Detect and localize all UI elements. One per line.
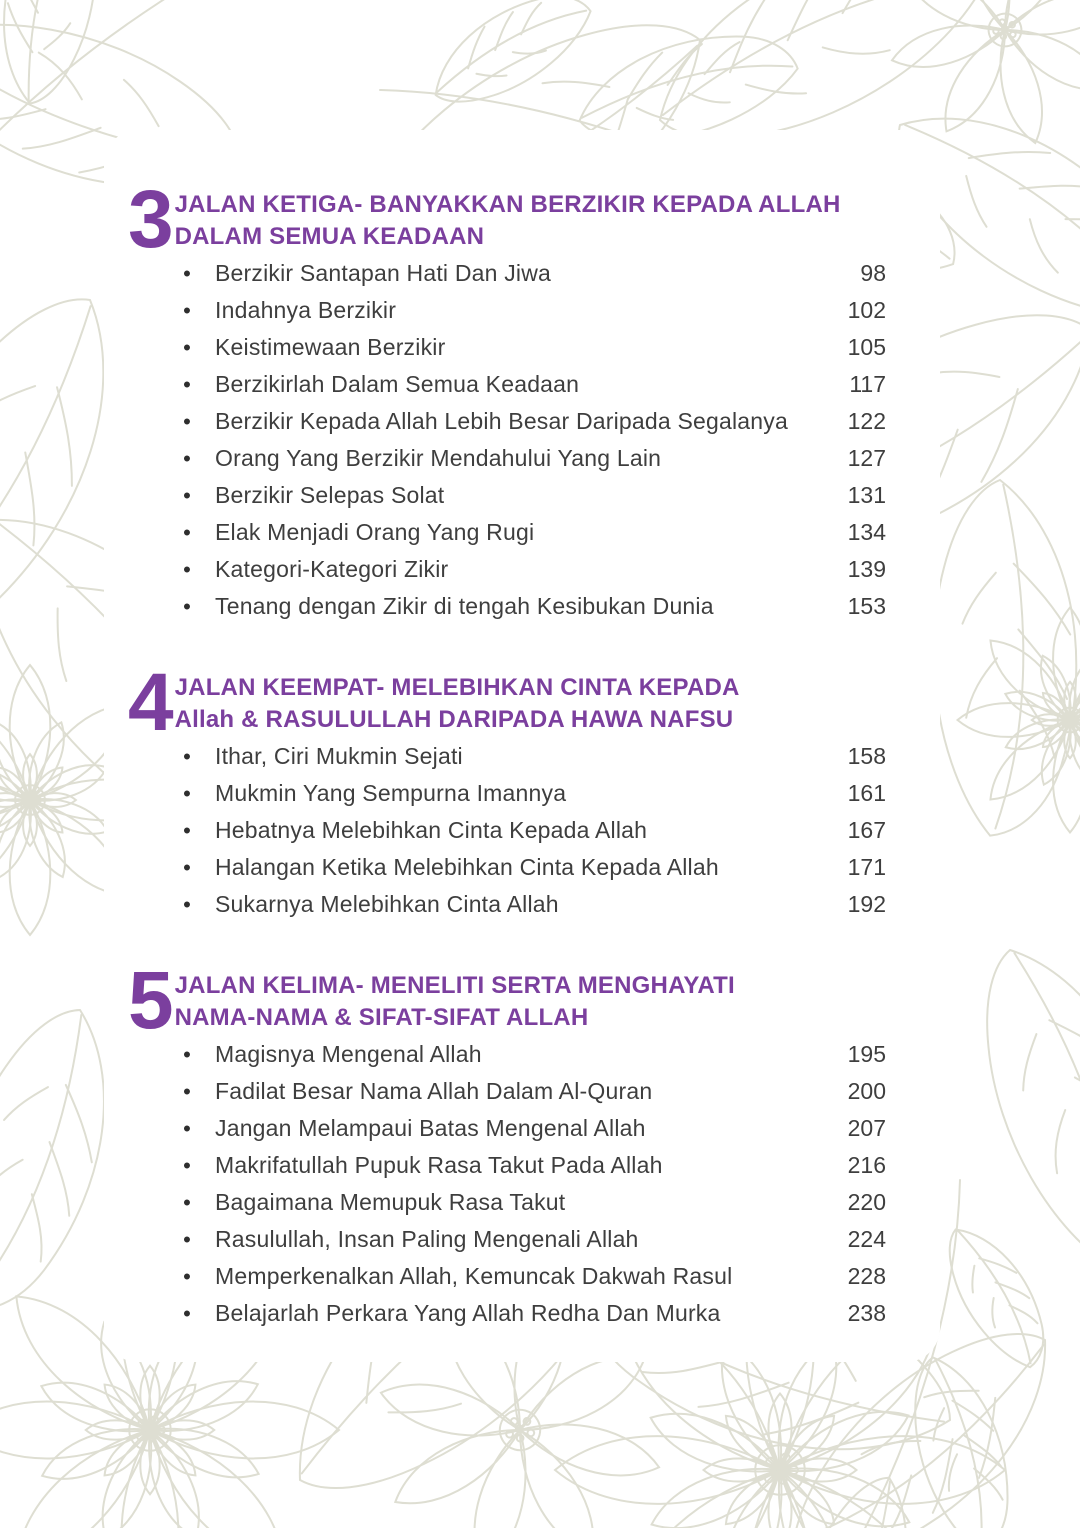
toc-item-title: Keistimewaan Berzikir: [215, 334, 446, 360]
toc-item-title: Magisnya Mengenal Allah: [215, 1041, 482, 1067]
section-title-line-1: JALAN KELIMA- MENELITI SERTA MENGHAYATI: [174, 972, 735, 999]
section-number: 3: [128, 174, 172, 265]
toc-item-title: Elak Menjadi Orang Yang Rugi: [215, 519, 535, 545]
toc-item: [180, 477, 886, 514]
bullet-icon: •: [183, 1152, 191, 1178]
bullet-icon: •: [183, 593, 191, 619]
toc-item-title: Rasulullah, Insan Paling Mengenali Allah: [215, 1226, 639, 1252]
toc-list: [128, 738, 886, 923]
toc-item: [180, 403, 886, 440]
bullet-icon: •: [183, 371, 191, 397]
bullet-icon: •: [183, 817, 191, 843]
bullet-icon: •: [183, 743, 191, 769]
toc-item-page: 195: [847, 1041, 886, 1067]
toc-item: [180, 886, 886, 923]
toc-item: [180, 775, 886, 812]
bullet-icon: •: [183, 891, 191, 917]
section-title-line-2: DALAM SEMUA KEADAAN: [174, 223, 485, 250]
toc-list: [128, 255, 886, 625]
toc-item-title: Fadilat Besar Nama Allah Dalam Al-Quran: [215, 1078, 653, 1104]
bullet-icon: •: [183, 1226, 191, 1252]
toc-item: [180, 255, 886, 292]
toc-item-title: Hebatnya Melebihkan Cinta Kepada Allah: [215, 817, 648, 843]
toc-item-page: 228: [847, 1263, 886, 1289]
section-number: 5: [128, 955, 172, 1046]
toc-item-page: 161: [847, 780, 886, 806]
bullet-icon: •: [183, 1078, 191, 1104]
toc-item-title: Ithar, Ciri Mukmin Sejati: [215, 743, 463, 769]
section-header: [128, 174, 886, 265]
toc-item-page: 171: [847, 854, 886, 880]
toc-item: [180, 588, 886, 625]
toc-item-page: 131: [847, 482, 886, 508]
bullet-icon: •: [183, 408, 191, 434]
bullet-icon: •: [183, 854, 191, 880]
bullet-icon: •: [183, 1263, 191, 1289]
bullet-icon: •: [183, 780, 191, 806]
bullet-icon: •: [183, 334, 191, 360]
bullet-icon: •: [183, 260, 191, 286]
toc-item-title: Belajarlah Perkara Yang Allah Redha Dan Murka: [215, 1300, 721, 1326]
toc-item: [180, 366, 886, 403]
bullet-icon: •: [183, 1300, 191, 1326]
toc-item: [180, 1036, 886, 1073]
toc-list: [128, 1036, 886, 1332]
toc-sections: [128, 174, 886, 1332]
toc-item-page: 207: [847, 1115, 886, 1141]
toc-item-page: 122: [847, 408, 886, 434]
toc-item: [180, 1184, 886, 1221]
toc-item: [180, 292, 886, 329]
toc-item-title: Berzikirlah Dalam Semua Keadaan: [215, 371, 580, 397]
section-title: [175, 671, 886, 736]
toc-item-title: Memperkenalkan Allah, Kemuncak Dakwah Rasul: [215, 1263, 733, 1289]
toc-item-title: Sukarnya Melebihkan Cinta Allah: [215, 891, 559, 917]
toc-item-page: 167: [847, 817, 886, 843]
bullet-icon: •: [183, 297, 191, 323]
toc-item-page: 220: [847, 1189, 886, 1215]
section-header: [128, 955, 886, 1046]
toc-section: [128, 955, 886, 1332]
bullet-icon: •: [183, 1189, 191, 1215]
toc-item-title: Bagaimana Memupuk Rasa Takut: [215, 1189, 566, 1215]
toc-item: [180, 1073, 886, 1110]
toc-item: [180, 1258, 886, 1295]
toc-item-title: Berzikir Selepas Solat: [215, 482, 445, 508]
section-title: [175, 188, 886, 253]
section-title-line-1: JALAN KETIGA- BANYAKKAN BERZIKIR KEPADA ALLAH: [174, 191, 841, 218]
section-title-line-2: Allah & RASULULLAH DARIPADA HAWA NAFSU: [174, 706, 734, 733]
toc-item-page: 134: [847, 519, 886, 545]
toc-item: [180, 812, 886, 849]
toc-item-page: 102: [847, 297, 886, 323]
toc-item: [180, 1147, 886, 1184]
toc-item: [180, 329, 886, 366]
toc-item: [180, 1221, 886, 1258]
toc-item-page: 139: [847, 556, 886, 582]
toc-item: [180, 551, 886, 588]
bullet-icon: •: [183, 519, 191, 545]
toc-item-title: Indahnya Berzikir: [215, 297, 397, 323]
toc-section: [128, 174, 886, 625]
toc-item-page: 238: [847, 1300, 886, 1326]
bullet-icon: •: [183, 445, 191, 471]
section-title-line-1: JALAN KEEMPAT- MELEBIHKAN CINTA KEPADA: [174, 674, 740, 701]
bullet-icon: •: [183, 1115, 191, 1141]
bullet-icon: •: [183, 482, 191, 508]
toc-item-title: Halangan Ketika Melebihkan Cinta Kepada Allah: [215, 854, 719, 880]
toc-item-title: Berzikir Kepada Allah Lebih Besar Daripada Segalanya: [215, 408, 788, 434]
toc-item-page: 200: [847, 1078, 886, 1104]
toc-item-page: 98: [860, 260, 886, 286]
toc-item-page: 153: [847, 593, 886, 619]
bullet-icon: •: [183, 1041, 191, 1067]
section-header: [128, 657, 886, 748]
toc-item-title: Jangan Melampaui Batas Mengenal Allah: [215, 1115, 646, 1141]
toc-item-page: 192: [847, 891, 886, 917]
toc-item: [180, 514, 886, 551]
toc-content-panel: [104, 130, 940, 1362]
section-title: [175, 969, 886, 1034]
toc-item-title: Orang Yang Berzikir Mendahului Yang Lain: [215, 445, 662, 471]
toc-item-page: 105: [847, 334, 886, 360]
toc-item: [180, 738, 886, 775]
toc-item: [180, 440, 886, 477]
toc-item-title: Berzikir Santapan Hati Dan Jiwa: [215, 260, 552, 286]
toc-item-page: 117: [849, 371, 886, 397]
toc-item: [180, 1295, 886, 1332]
toc-item-title: Makrifatullah Pupuk Rasa Takut Pada Allah: [215, 1152, 663, 1178]
toc-item-title: Kategori-Kategori Zikir: [215, 556, 449, 582]
toc-item-page: 216: [847, 1152, 886, 1178]
section-number: 4: [128, 657, 172, 748]
toc-section: [128, 657, 886, 923]
toc-item-page: 127: [847, 445, 886, 471]
toc-item-page: 158: [847, 743, 886, 769]
bullet-icon: •: [183, 556, 191, 582]
section-title-line-2: NAMA-NAMA & SIFAT-SIFAT ALLAH: [174, 1004, 589, 1031]
toc-item-title: Tenang dengan Zikir di tengah Kesibukan Dunia: [215, 593, 714, 619]
toc-item: [180, 1110, 886, 1147]
toc-item-page: 224: [847, 1226, 886, 1252]
toc-item: [180, 849, 886, 886]
toc-item-title: Mukmin Yang Sempurna Imannya: [215, 780, 567, 806]
